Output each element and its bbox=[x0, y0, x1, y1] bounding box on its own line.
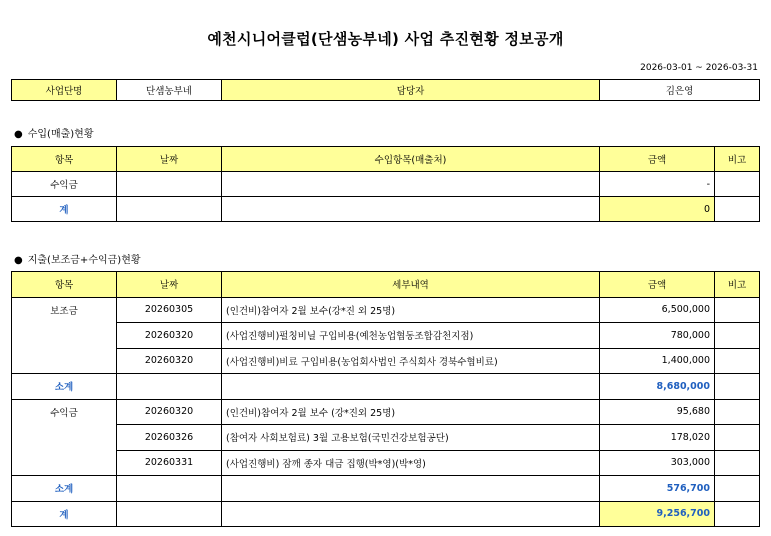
page-title: 예천시니어클럽(단샘농부네) 사업 추진현황 정보공개 bbox=[207, 30, 564, 48]
income-header-row bbox=[12, 147, 760, 172]
total-label: 계 bbox=[12, 501, 117, 527]
subtotal-label: 소계 bbox=[12, 476, 117, 502]
expense-header-row bbox=[12, 272, 760, 298]
cell-item: 보조금 bbox=[12, 297, 117, 323]
table-row bbox=[12, 172, 760, 197]
cell-desc: (사업진행비)비료 구입비용(농업회사법인 주식회사 경북수협비료) bbox=[222, 348, 600, 374]
header-desc: 세부내역 bbox=[222, 272, 600, 298]
cell-amount: 780,000 bbox=[600, 323, 715, 349]
table-row bbox=[12, 323, 760, 349]
header-item: 항목 bbox=[12, 147, 117, 172]
cell-date: 20260320 bbox=[117, 348, 222, 374]
expense-table bbox=[11, 271, 760, 527]
cell-date bbox=[117, 172, 222, 197]
manager-value: 김은영 bbox=[600, 80, 760, 101]
cell-date: 20260326 bbox=[117, 425, 222, 451]
subtotal-amount: 8,680,000 bbox=[600, 374, 715, 400]
cell-date: 20260331 bbox=[117, 450, 222, 476]
subtotal-row bbox=[12, 374, 760, 400]
table-row bbox=[12, 450, 760, 476]
cell-amount: 6,500,000 bbox=[600, 297, 715, 323]
income-section-title: ● 수입(매출)현황 bbox=[14, 129, 94, 140]
cell-desc: (인건비)참여자 2월 보수 (강*진외 25명) bbox=[222, 399, 600, 425]
subtotal-label: 소계 bbox=[12, 374, 117, 400]
cell-desc: (참여자 사회보험료) 3월 고용보험(국민건강보험공단) bbox=[222, 425, 600, 451]
bullet-icon: ● bbox=[14, 255, 23, 266]
subtotal-row bbox=[12, 476, 760, 502]
cell-item: 수익금 bbox=[12, 172, 117, 197]
expense-section-title: ● 지출(보조금+수익금)현황 bbox=[14, 255, 141, 266]
header-note: 비고 bbox=[715, 272, 760, 298]
cell-amount: - bbox=[600, 172, 715, 197]
cell-date: 20260305 bbox=[117, 297, 222, 323]
total-amount: 9,256,700 bbox=[600, 501, 715, 527]
cell-amount: 303,000 bbox=[600, 450, 715, 476]
period-range: 2026-03-01 ~ 2026-03-31 bbox=[640, 63, 758, 73]
total-label: 계 bbox=[12, 197, 117, 222]
table-row bbox=[12, 297, 760, 323]
header-desc: 수입항목(매출처) bbox=[222, 147, 600, 172]
business-info-table bbox=[11, 79, 760, 101]
cell-desc bbox=[222, 172, 600, 197]
cell-note bbox=[715, 172, 760, 197]
header-amount: 금액 bbox=[600, 272, 715, 298]
header-date: 날짜 bbox=[117, 272, 222, 298]
table-row bbox=[12, 399, 760, 425]
cell-desc: (사업진행비)펄칭비닐 구입비용(예천농업협동조합감천지점) bbox=[222, 323, 600, 349]
manager-label: 담당자 bbox=[222, 80, 600, 101]
cell-desc: (인건비)참여자 2월 보수(강*진 외 25명) bbox=[222, 297, 600, 323]
header-amount: 금액 bbox=[600, 147, 715, 172]
table-row bbox=[12, 348, 760, 374]
header-date: 날짜 bbox=[117, 147, 222, 172]
total-amount: 0 bbox=[600, 197, 715, 222]
table-row bbox=[12, 425, 760, 451]
header-note: 비고 bbox=[715, 147, 760, 172]
bullet-icon: ● bbox=[14, 129, 23, 140]
subtotal-amount: 576,700 bbox=[600, 476, 715, 502]
cell-item: 수익금 bbox=[12, 399, 117, 425]
income-table bbox=[11, 146, 760, 222]
cell-amount: 95,680 bbox=[600, 399, 715, 425]
cell-amount: 178,020 bbox=[600, 425, 715, 451]
header-item: 항목 bbox=[12, 272, 117, 298]
total-row bbox=[12, 197, 760, 222]
business-name-label: 사업단명 bbox=[12, 80, 117, 101]
cell-desc: (사업진행비) 잠깨 종자 대금 집행(박*영)(박*영) bbox=[222, 450, 600, 476]
total-row bbox=[12, 501, 760, 527]
cell-date: 20260320 bbox=[117, 323, 222, 349]
business-name-value: 단샘농부네 bbox=[117, 80, 222, 101]
cell-date: 20260320 bbox=[117, 399, 222, 425]
cell-amount: 1,400,000 bbox=[600, 348, 715, 374]
